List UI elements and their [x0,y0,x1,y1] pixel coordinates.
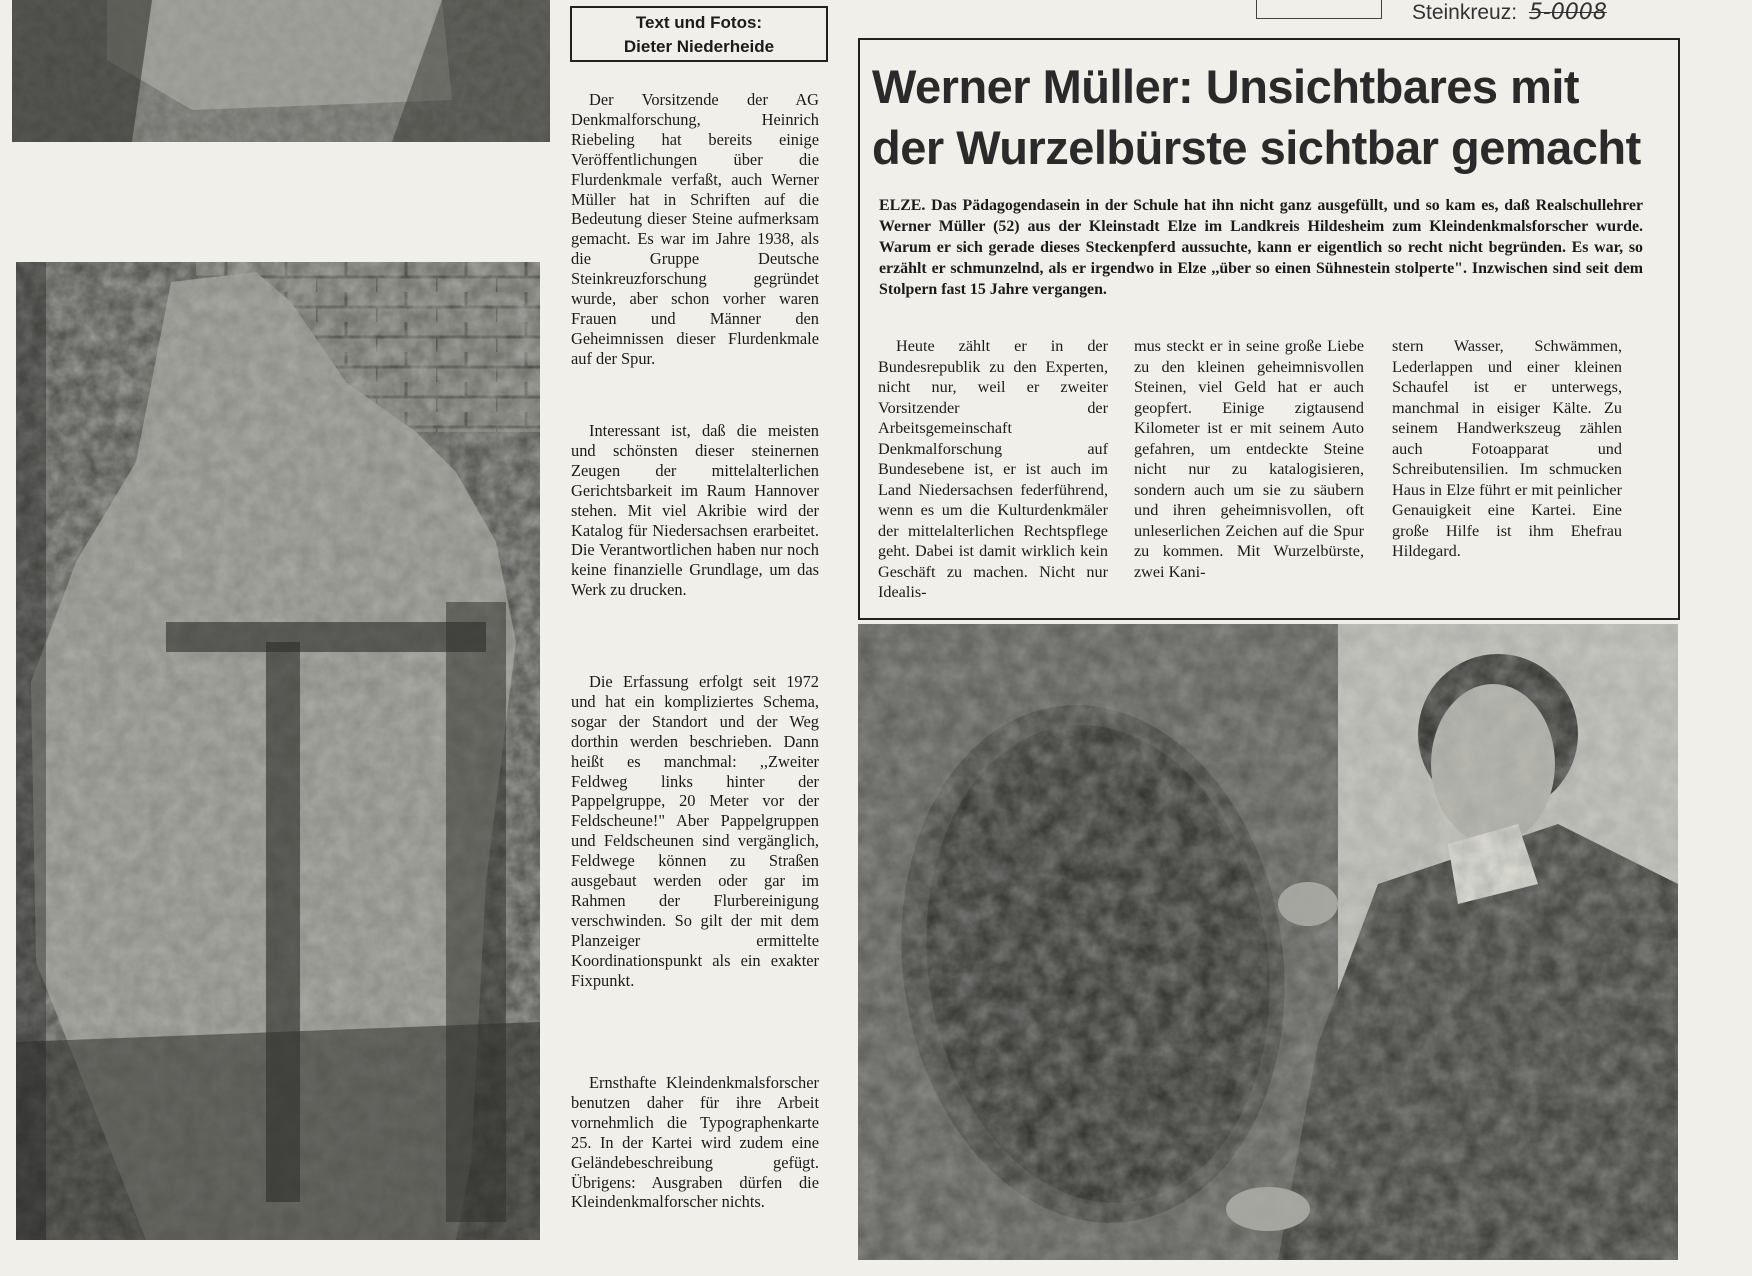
left-paragraph-2: Interessant ist, daß die meisten und schönsten dieser steinernen Zeugen der mittelalterlichen Gerichtsbarkeit im Raum Hannover stehen. Mit viel Akribie wird der Katalog für Niedersachsen erarbeitet. Die Verantwortlichen haben nur noch keine finanzielle Grundlage, um das Werk zu drucken. [571,421,819,600]
headline-line-1: Werner Müller: Unsichtbares mit [872,60,1580,113]
left-paragraph-4: Ernsthafte Kleindenkmalsforscher benutzen daher für ihre Arbeit vornehmlich die Typographenkarte 25. In der Kartei wird zudem eine Geländebeschreibung gefügt. Übrigens: Ausgraben dürfen die Kleindenkmalforscher nichts. [571,1073,819,1212]
top-left-photo-texture [12,0,550,142]
article-column-2-text: mus steckt er in seine große Liebe zu den kleinen geheimnisvollen Steinen, viel Geld hat er auch geopfert. Einige zigtausend Kilometer ist er mit seinem Auto gefahren, um entdeckte Steine nicht nur zu katalogisieren, sondern auch um sie zu säubern und ihren geheimnisvollen, oft unleserlichen Zeichen auf die Spur zu kommen. Mit Wurzelbürste, zwei Kani- [1134,337,1364,581]
werner-mueller-photo-texture [858,624,1678,1260]
stamp-box [1256,0,1382,19]
top-left-photo [12,0,550,142]
werner-mueller-photo [858,624,1678,1260]
handwritten-number: 5-0008 [1528,0,1607,25]
left-column-p2 [571,421,819,600]
left-column-p3 [571,672,819,991]
credit-line-1: Text und Fotos: [635,13,763,32]
left-paragraph-3: Die Erfassung erfolgt seit 1972 und hat ein kompliziertes Schema, sogar der Standort und der Weg dorthin werden beschrieben. Dann heißt es manchmal: ,,Zweiter Feldweg links hinter der Pappelgruppe, 20 Meter vor der Feldscheune!" Aber Pappelgruppen und Feldscheunen sind vergänglich, Feldwege können zu Straßen ausgebaut werden oder gar im Rahmen der Flurbereinigung verschwinden. So gilt der mit dem Planzeiger ermittelte Koordinationspunkt als ein exakter Fixpunkt. [571,672,819,990]
left-column-p4 [571,1073,819,1212]
article-column-1 [878,336,1108,603]
photo-credit-box [570,6,828,62]
article-headline [872,56,1672,178]
credit-line-2: Dieter Niederheide [623,37,775,56]
left-column [571,90,819,369]
headline-line-2: der Wurzelbürste sichtbar gemacht [872,121,1641,174]
article-column-3-text: stern Wasser, Schwämmen, Lederlappen und einer kleinen Schaufel ist er unterwegs, manchmal in eisiger Kälte. Zu seinem Handwerkszeug zählen auch Fotoapparat und Schreibutensilien. Im schmucken Haus in Elze führt er mit peinlicher Genauigkeit eine Kartei. Eine große Hilfe ist ihm Ehefrau Hildegard. [1392,337,1622,560]
left-paragraph-1: Der Vorsitzende der AG Denkmalforschung, Heinrich Riebeling hat bereits einige Veröffentlichungen über die Flurdenkmale verfaßt, auch Werner Müller hat in Schriften auf die Bedeutung dieser Steine aufmerksam gemacht. Es war im Jahre 1938, als die Gruppe Deutsche Steinkreuzforschung gegründet wurde, aber schon vorher waren Frauen und Männer den Geheimnissen dieser Flurdenkmale auf der Spur. [571,90,819,368]
article-column-3 [1392,336,1622,562]
article-column-2 [1134,336,1364,582]
tag-label: Steinkreuz: [1412,1,1518,24]
article-lead: ELZE. Das Pädagogendasein in der Schule hat ihn nicht ganz ausgefüllt, und so kam es, daß Realschullehrer Werner Müller (52) aus der Kleinstadt Elze im Landkreis Hildesheim zum Kleindenkmalsforscher wurde. Warum er sich gerade dieses Steckenpferd aussuchte, kann er eigentlich so recht nicht begründen. Es war, so erzählt er schmunzelnd, als er irgendwo in Elze ,,über so einen Sühnestein stolperte". Inzwischen sind seit dem Stolpern fast 15 Jahre vergangen. [879,197,1643,298]
article-column-1-text: Heute zählt er in der Bundesrepublik zu den Experten, nicht nur, weil er zweiter Vorsitzender der Arbeitsgemeinschaft Denkmalforschung auf Bundesebene ist, er ist auch im Land Niedersachsen federführend, wenn es um die Kulturdenkmäler der mittelalterlichen Rechtspflege geht. Dabei ist damit wirklich kein Geschäft zu machen. Nicht nur Idealis- [878,337,1108,601]
stone-cross-photo [16,262,540,1240]
document-tag [1412,0,1742,30]
stone-cross-photo-texture [16,262,540,1240]
